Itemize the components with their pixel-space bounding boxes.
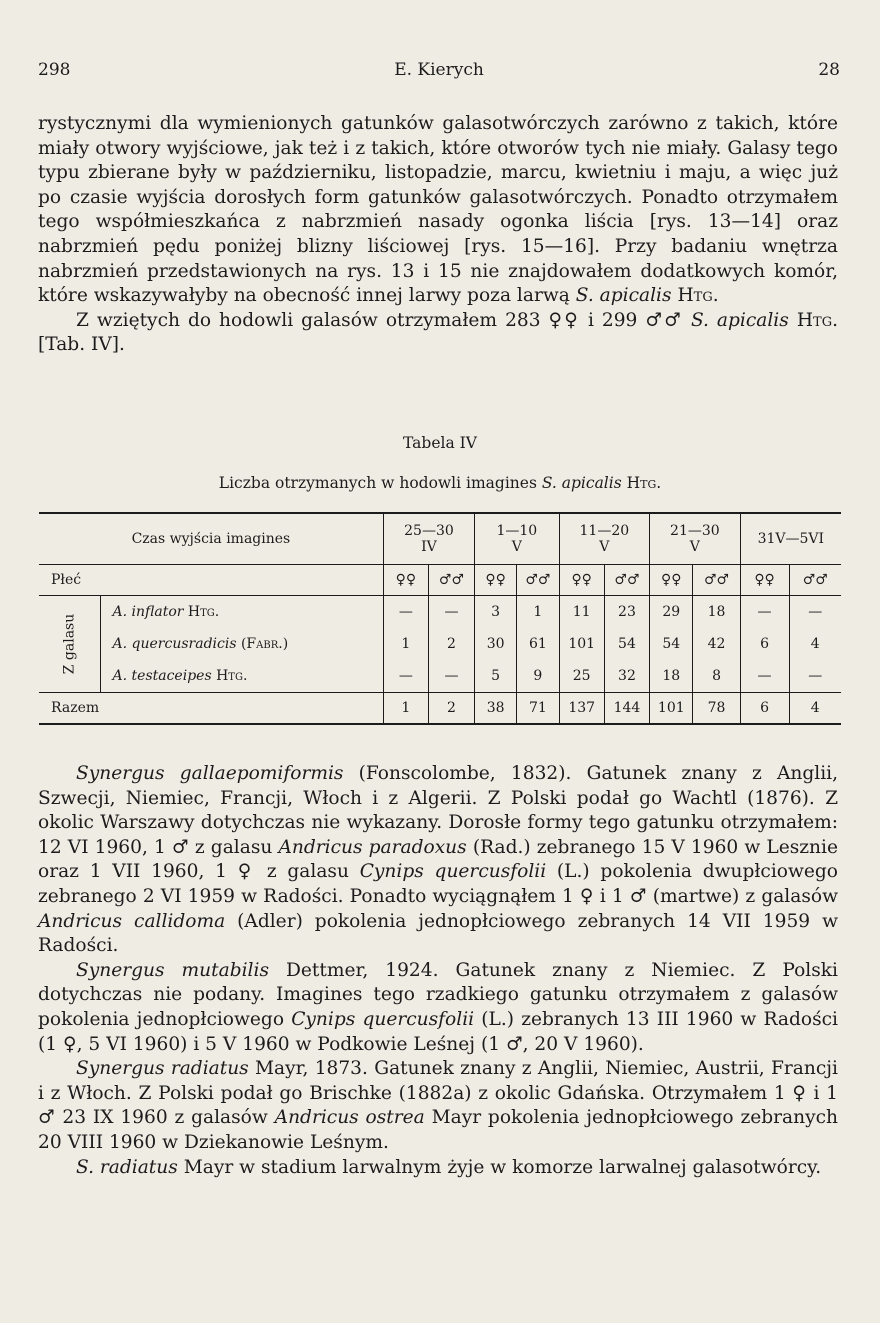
table-cell: — [428, 660, 474, 693]
table-row [39, 660, 841, 693]
table-cell: — [789, 660, 841, 693]
table-cell: 23 [604, 596, 649, 629]
period-header: 31V—5VI [740, 513, 841, 565]
female-symbol: ♀♀ [559, 565, 604, 596]
total-cell: 4 [789, 693, 841, 725]
table-title: Tabela IV [403, 434, 477, 452]
table-cell: — [740, 660, 789, 693]
table-cell: 9 [517, 660, 559, 693]
total-cell: 38 [475, 693, 517, 725]
male-symbol: ♂♂ [789, 565, 841, 596]
sex-label: Płeć [39, 565, 383, 596]
total-cell: 101 [650, 693, 693, 725]
total-cell: 137 [559, 693, 604, 725]
period-header: 25—30 IV [383, 513, 474, 565]
species-name: A. inflator Htg. [100, 596, 383, 629]
male-symbol: ♂♂ [517, 565, 559, 596]
table-cell: 18 [693, 596, 740, 629]
table-row [39, 628, 841, 660]
paragraph-3: Synergus gallaepomiformis (Fonscolombe, 1832). Gatunek znany z Anglii, Szwecji, Niemiec, Francji, Włoch i z Algerii. Z Polski podał go Wachtl (1876). Z okolic Warszawy dotychczas nie wykazany. Dorosłe formy tego gatunku otrzymałem: 12 VI 1960, 1 ♂ z galasu Andricus paradoxus (Rad.) zebranego 15 V 1960 w Lesznie oraz 1 VII 1960, 1 ♀ z galasu Cynips quercusfolii (L.) pokolenia dwupłciowego zebranego 2 VI 1959 w Radości. Ponadto wyciągnąłem 1 ♀ i 1 ♂ (martwe) z galasów Andricus callidoma (Adler) pokolenia jednopłciowego zebranych 14 VII 1959 w Radości. [38, 763, 839, 957]
data-table [39, 512, 841, 725]
paragraph-2: Z wziętych do hodowli galasów otrzymałem 283 ♀♀ i 299 ♂♂ S. apicalis Htg. [Tab. IV]. [38, 309, 839, 356]
table-cell: 30 [475, 628, 517, 660]
table-cell: 4 [789, 628, 841, 660]
table-cell: 2 [428, 628, 474, 660]
table-cell: 18 [650, 660, 693, 693]
table-cell: 101 [559, 628, 604, 660]
table-cell: 11 [559, 596, 604, 629]
total-cell: 71 [517, 693, 559, 725]
total-cell: 144 [604, 693, 649, 725]
table-cell: — [740, 596, 789, 629]
table-cell: — [789, 596, 841, 629]
table-cell: — [383, 596, 428, 629]
period-header: 21—30 V [650, 513, 741, 565]
table-cell: 3 [475, 596, 517, 629]
table-header-row [39, 513, 841, 565]
period-header: 11—20 V [559, 513, 650, 565]
species-name: A. testaceipes Htg. [100, 660, 383, 693]
period-header: 1—10 V [475, 513, 559, 565]
table-row [39, 596, 841, 629]
total-cell: 2 [428, 693, 474, 725]
table-cell: 1 [517, 596, 559, 629]
male-symbol: ♂♂ [428, 565, 474, 596]
table-cell: — [383, 660, 428, 693]
table-cell: 8 [693, 660, 740, 693]
table-cell: 5 [475, 660, 517, 693]
sex-row [39, 565, 841, 596]
upper-text [38, 112, 838, 358]
lower-text [38, 762, 838, 1180]
total-cell: 1 [383, 693, 428, 725]
paragraph-1: rystycznymi dla wymienionych gatunków galasotwórczych zarówno z takich, które miały otwory wyjściowe, jak też i z takich, które otworów tych nie miały. Galasy tego typu zbierane były w październiku, listopadzie, marcu, kwietniu i maju, a więc już po czasie wyjścia dorosłych form gatunków galasotwórczych. Ponadto otrzymałem tego współmieszkańca z nabrzmień nasady ogonka liścia [rys. 13—14] oraz nabrzmień pędu poniżej blizny liściowej [rys. 15—16]. Przy badaniu wnętrza nabrzmień przedstawionych na rys. 13 i 15 nie znajdowałem dodatkowych komór, które wskazywałyby na obecność innej larwy poza larwą S. apicalis Htg. [38, 113, 838, 307]
table-cell: 54 [650, 628, 693, 660]
table-caption: Liczba otrzymanych w hodowli imagines S. apicalis Htg. [218, 474, 662, 492]
paragraph-4: Synergus mutabilis Dettmer, 1924. Gatunek znany z Niemiec. Z Polski dotychczas nie podany. Imagines tego rzadkiego gatunku otrzymałem z galasów pokolenia jednopłciowego Cynips quercusfolii (L.) zebranych 13 III 1960 w Radości (1 ♀, 5 VI 1960) i 5 V 1960 w Podkowie Leśnej (1 ♂, 20 V 1960). [38, 959, 839, 1055]
header-label: Czas wyjścia imagines [39, 513, 383, 565]
group-label: Z galasu [61, 613, 78, 675]
female-symbol: ♀♀ [383, 565, 428, 596]
table-cell: 54 [604, 628, 649, 660]
table-cell: 42 [693, 628, 740, 660]
total-row [39, 693, 841, 725]
total-cell: 78 [693, 693, 740, 725]
table-cell: 25 [559, 660, 604, 693]
table-cell: 1 [383, 628, 428, 660]
running-head-author: E. Kierych [394, 60, 484, 80]
table-cell: — [428, 596, 474, 629]
female-symbol: ♀♀ [475, 565, 517, 596]
total-label: Razem [39, 693, 383, 725]
paragraph-5: Synergus radiatus Mayr, 1873. Gatunek znany z Anglii, Niemiec, Austrii, Francji i z Włoch. Z Polski podał go Brischke (1882a) z okolic Gdańska. Otrzymałem 1 ♀ i 1 ♂ 23 IX 1960 z galasów Andricus ostrea Mayr pokolenia jednopłciowego zebranych 20 VIII 1960 w Dziekanowie Leśnym. [38, 1058, 838, 1153]
male-symbol: ♂♂ [604, 565, 649, 596]
group-label-cell [39, 596, 100, 693]
total-cell: 6 [740, 693, 789, 725]
table-cell: 6 [740, 628, 789, 660]
table-cell: 29 [650, 596, 693, 629]
female-symbol: ♀♀ [740, 565, 789, 596]
running-header [38, 60, 840, 84]
female-symbol: ♀♀ [650, 565, 693, 596]
page-number: 298 [38, 60, 71, 80]
species-name: A. quercusradicis (Fabr.) [100, 628, 383, 660]
table-cell: 61 [517, 628, 559, 660]
paragraph-6: S. radiatus Mayr w stadium larwalnym żyje w komorze larwalnej galasotwórcy. [76, 1156, 822, 1178]
male-symbol: ♂♂ [693, 565, 740, 596]
table-cell: 32 [604, 660, 649, 693]
page-number-right: 28 [818, 60, 840, 80]
